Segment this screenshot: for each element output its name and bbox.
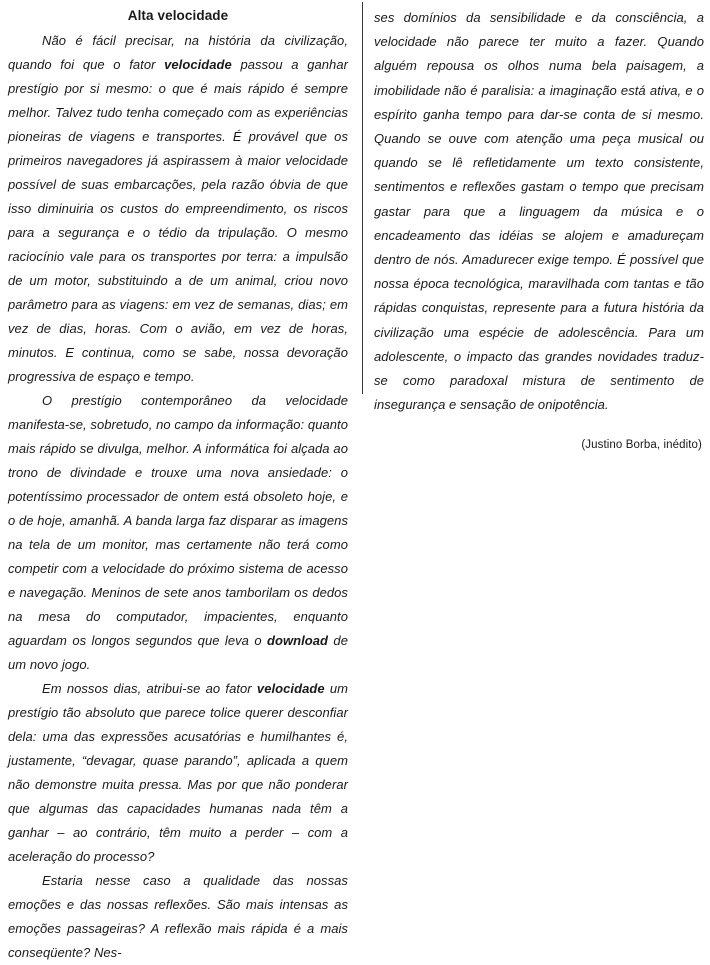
emphasized-term: velocidade	[256, 681, 325, 696]
right-column-body	[374, 0, 704, 451]
emphasized-term: download	[266, 633, 329, 648]
paragraph: O prestígio contemporâneo da velocidade manifesta-se, sobretudo, no campo da informação: quanto mais rápido se divulga, melhor. A informática foi alçada ao trono de divindade e trouxe uma nova ansiedade: o potentíssimo processador de ontem está obsoleto hoje, e o de hoje, amanhã. A banda larga faz disparar as imagens na tela de um monitor, mas certamente não terá como competir com a velocidade do próximo sistema de acesso e navegação. Meninos de sete anos tamborilam os dedos na mesa do computador, impacientes, enquanto aguardam os longos segundos que leva o download de um novo jogo.	[8, 393, 348, 672]
column-divider-rule	[362, 2, 363, 394]
text-column-left	[8, 0, 348, 965]
left-column-body	[8, 29, 348, 965]
paragraph: Estaria nesse caso a qualidade das nossas emoções e das nossas reflexões. São mais intensas as emoções passageiras? A reflexão mais rápida é a mais conseqüente? Nes-	[8, 873, 348, 960]
attribution-credit: (Justino Borba, inédito)	[581, 439, 702, 452]
emphasized-term: velocidade	[164, 57, 232, 72]
paragraph: ses domínios da sensibilidade e da consciência, a velocidade não parece ter muito a fazer. Quando alguém repousa os olhos numa bela paisagem, a imobilidade não é paralisia: a imaginação está ativa, e o espírito ganha tempo para dar-se conta de si mesmo. Quando se ouve com atenção uma peça musical ou quando se lê refletidamente um texto consistente, sentimentos e reflexões gastam o tempo que precisam gastar para que a linguagem da música e o encadeamento das idéias se alojem e amadureçam dentro de nós. Amadurecer exige tempo. É possível que nossa época tecnológica, maravilhada com tantas e tão rápidas conquistas, represente para a futura história da civilização uma espécie de adolescência. Para um adolescente, o impacto das grandes novidades traduz-se como paradoxal mistura de sentimento de insegurança e sensação de onipotência.	[374, 10, 704, 413]
text-column-right	[374, 0, 704, 451]
paragraph: Não é fácil precisar, na história da civilização, quando foi que o fator velocidade passou a ganhar prestígio por si mesmo: o que é mais rápido é sempre melhor. Talvez tudo tenha começado com as experiências pioneiras de viagens e transportes. É provável que os primeiros navegadores já aspirassem à maior velocidade possível de suas embarcações, pela razão óbvia de que isso diminuiria os custos do empreendimento, os riscos para a segurança e o tédio da tripulação. O mesmo raciocínio vale para os transportes por terra: a impulsão de um motor, substituindo a de um animal, criou novo parâmetro para as viagens: em vez de semanas, dias; em vez de dias, horas. Com o avião, em vez de horas, minutos. E continua, como se sabe, nossa devoração progressiva de espaço e tempo.	[8, 33, 348, 384]
paragraph: Em nossos dias, atribui-se ao fator velocidade um prestígio tão absoluto que parece tolice querer desconfiar dela: uma das expressões acusatórias e humilhantes é, justamente, “devagar, quase parando”, aplicada a quem não demonstre muita pressa. Mas por que não ponderar que algumas das capacidades humanas nada têm a ganhar – ao contrário, têm muito a perder – com a aceleração do processo?	[8, 681, 349, 864]
page-title: Alta velocidade	[127, 8, 229, 23]
